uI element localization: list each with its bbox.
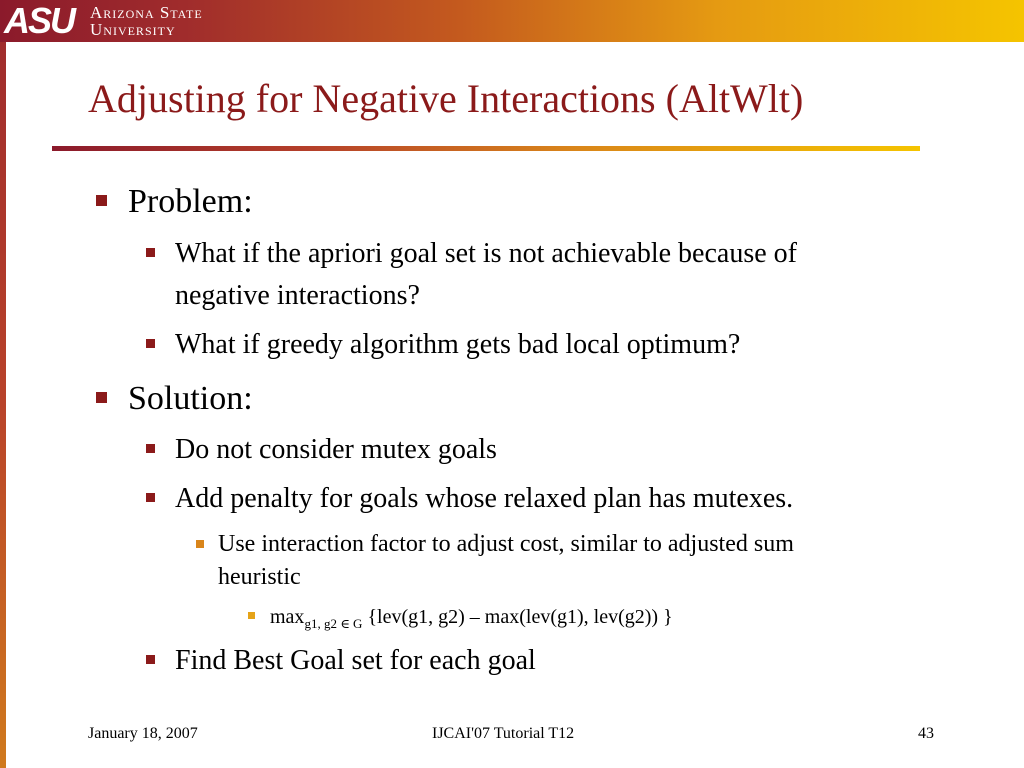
solution-heading: Solution: bbox=[128, 380, 253, 417]
footer-page-number: 43 bbox=[918, 725, 934, 742]
bullet-icon bbox=[196, 540, 204, 548]
problem-item-1-line2: negative interactions? bbox=[175, 280, 420, 311]
problem-item-1-line1: What if the apriori goal set is not achievable because of bbox=[175, 238, 797, 269]
solution-item-2: Add penalty for goals whose relaxed plan has mutexes. bbox=[175, 483, 794, 514]
left-accent-rule bbox=[0, 42, 6, 768]
bullet-icon bbox=[248, 612, 255, 619]
title-underline bbox=[52, 146, 920, 151]
university-name-line2: University bbox=[90, 20, 176, 39]
bullet-icon bbox=[146, 444, 155, 453]
bullet-icon bbox=[96, 195, 107, 206]
footer-event: IJCAI'07 Tutorial T12 bbox=[432, 725, 575, 742]
slide-title: Adjusting for Negative Interactions (AltWlt) bbox=[88, 76, 804, 121]
bullet-icon bbox=[96, 392, 107, 403]
header-banner bbox=[0, 0, 1024, 42]
university-name bbox=[90, 4, 203, 38]
bullet-icon bbox=[146, 248, 155, 257]
problem-heading: Problem: bbox=[128, 183, 253, 220]
bullet-icon bbox=[146, 493, 155, 502]
formula-max: max bbox=[270, 606, 305, 628]
formula-body: {lev(g1, g2) – max(lev(g1), lev(g2)) } bbox=[362, 606, 673, 628]
solution-subitem-line2: heuristic bbox=[218, 564, 301, 590]
formula-subscript: g1, g2 ∈ G bbox=[304, 616, 363, 631]
solution-item-3: Find Best Goal set for each goal bbox=[175, 645, 536, 676]
problem-item-2: What if greedy algorithm gets bad local optimum? bbox=[175, 329, 741, 360]
formula bbox=[270, 604, 673, 632]
bullet-icon bbox=[146, 339, 155, 348]
university-name-line1: Arizona State bbox=[90, 3, 203, 22]
bullet-icon bbox=[146, 655, 155, 664]
solution-subitem-line1: Use interaction factor to adjust cost, similar to adjusted sum bbox=[218, 531, 794, 557]
footer-date: January 18, 2007 bbox=[88, 725, 198, 742]
asu-logo-mark: ASU bbox=[4, 0, 75, 41]
solution-item-1: Do not consider mutex goals bbox=[175, 434, 497, 465]
asu-logo bbox=[4, 2, 254, 40]
